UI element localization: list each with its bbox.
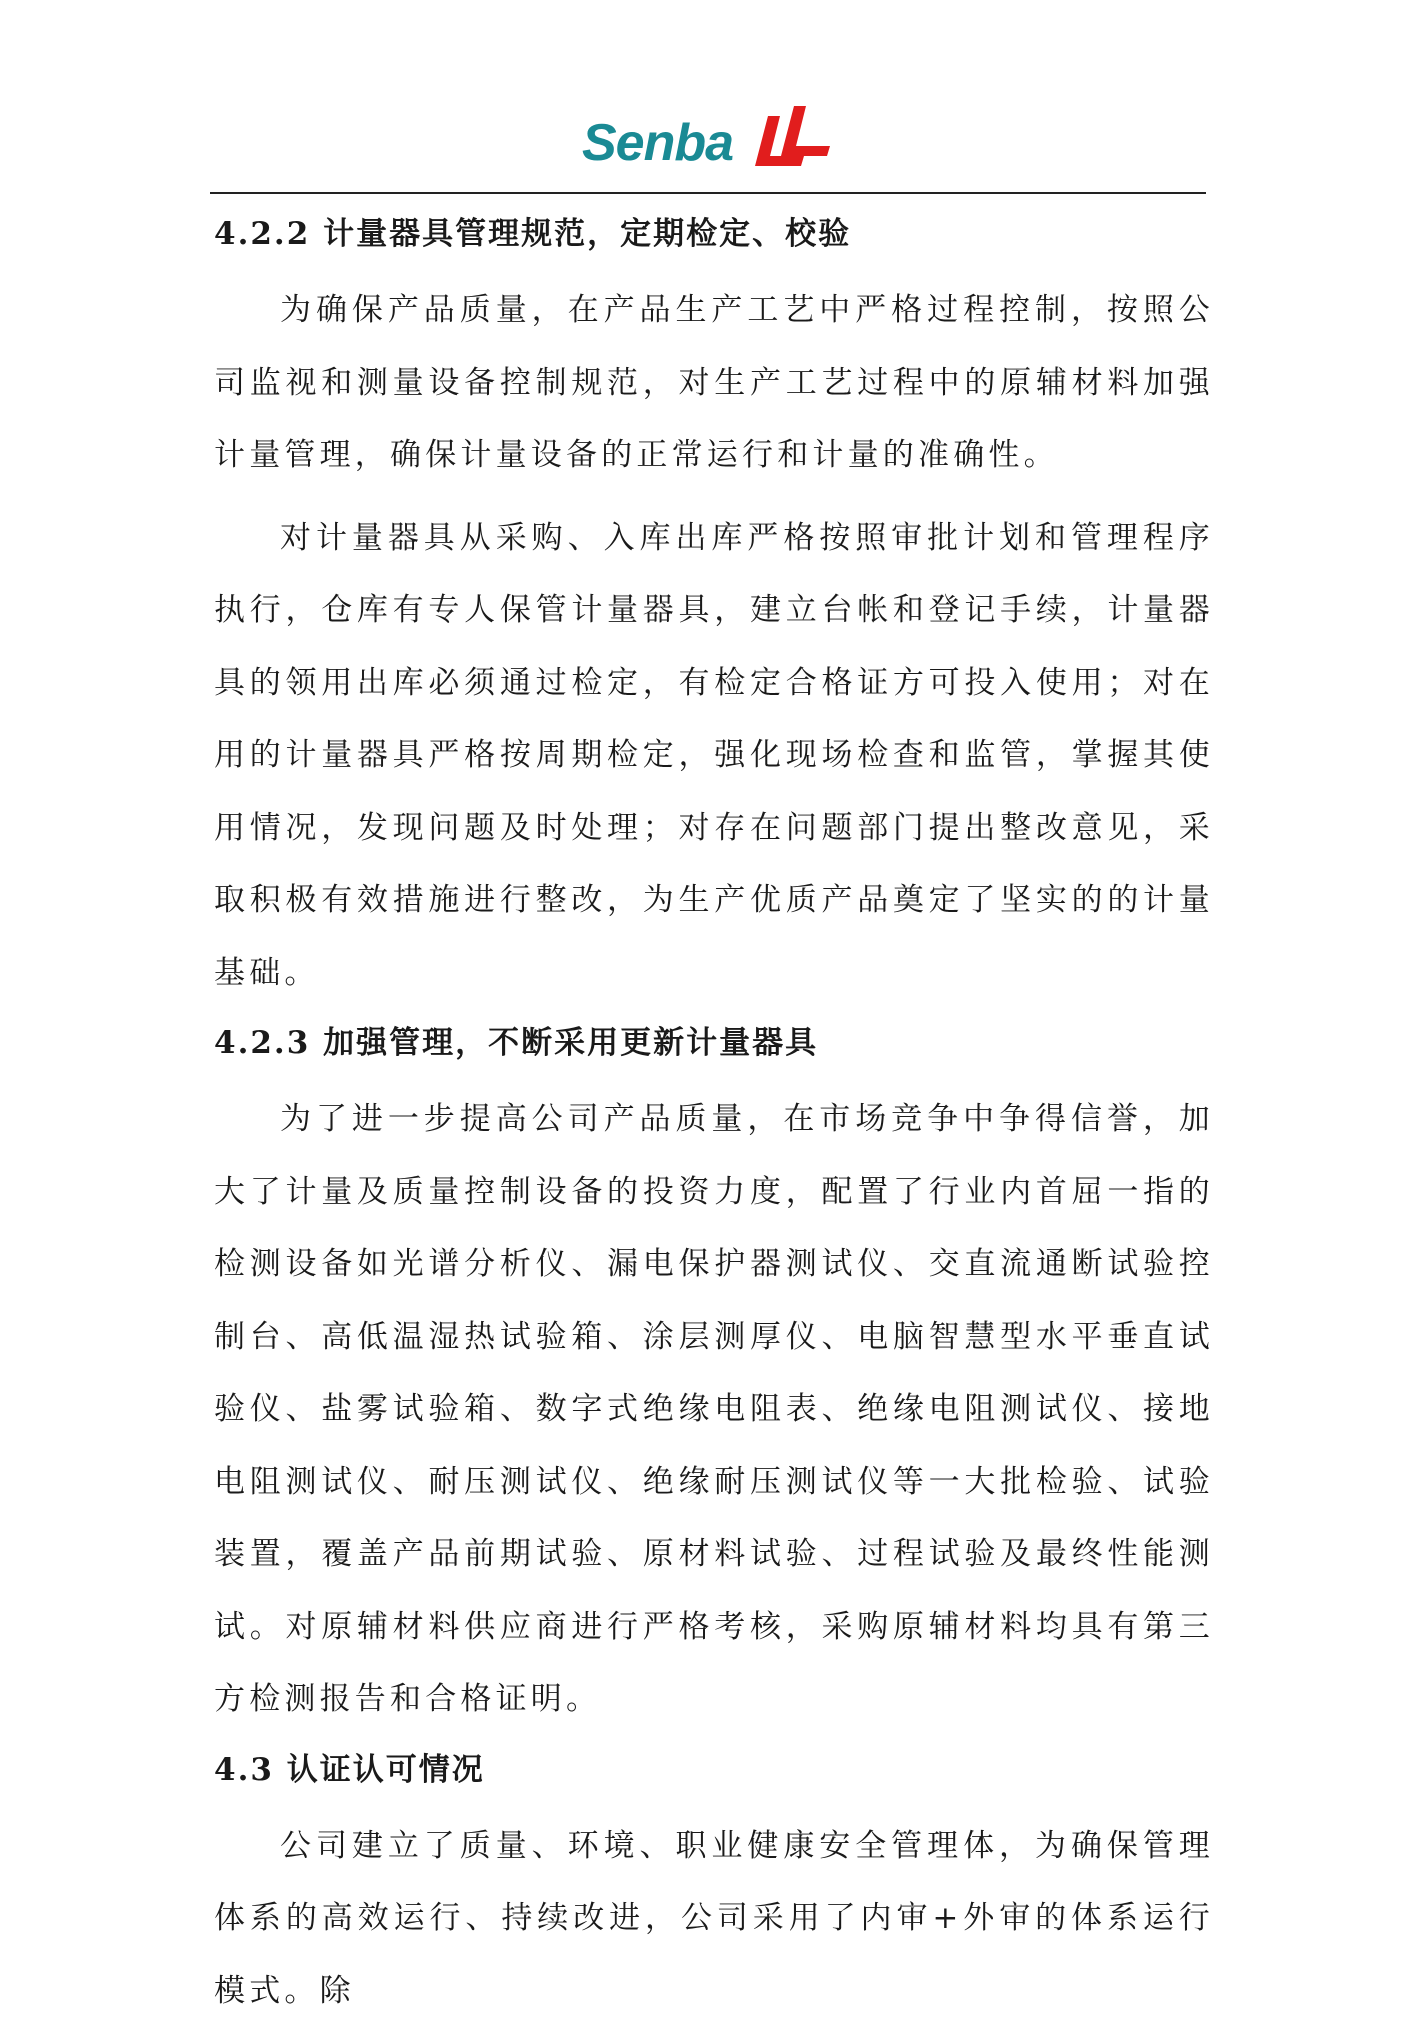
paragraph: 为了进一步提高公司产品质量，在市场竞争中争得信誉，加大了计量及质量控制设备的投资力度，配置了行业内首屈一指的检测设备如光谱分析仪、漏电保护器测试仪、交直流通断试验控制台、高低温湿热试验箱、涂层测厚仪、电脑智慧型水平垂直试验仪、盐雾试验箱、数字式绝缘电阻表、绝缘电阻测试仪、接地电阻测试仪、耐压测试仪、绝缘耐压测试仪等一大批检验、试验装置，覆盖产品前期试验、原材料试验、过程试验及最终性能测试。对原辅材料供应商进行严格考核，采购原辅材料均具有第三方检测报告和合格证明。: [214, 1101, 1214, 1717]
paragraph: 公司建立了质量、环境、职业健康安全管理体，为确保管理体系的高效运行、持续改进，公司采用了内审+外审的体系运行模式。除: [214, 1827, 1214, 2009]
paragraph: 为确保产品质量，在产品生产工艺中严格过程控制，按照公司监视和测量设备控制规范，对生产工艺过程中的原辅材料加强计量管理，确保计量设备的正常运行和计量的准确性。: [214, 292, 1214, 473]
section-heading: 4.2.2 计量器具管理规范，定期检定、校验: [214, 216, 852, 252]
paragraph: 对计量器具从采购、入库出库严格按照审批计划和管理程序执行，仓库有专人保管计量器具，建立台帐和登记手续，计量器具的领用出库必须通过检定，有检定合格证方可投入使用；对在用的计量器具严格按周期检定，强化现场检查和监管，掌握其使用情况，发现问题及时处理；对存在问题部门提出整改意见，采取积极有效措施进行整改，为生产优质产品奠定了坚实的的计量基础。: [214, 519, 1214, 991]
page-header: [210, 90, 1206, 194]
svg-text:Senba: Senba: [582, 114, 734, 172]
document-body: [214, 204, 1214, 2031]
section-heading: 4.2.3 加强管理，不断采用更新计量器具: [214, 1025, 819, 1061]
header-divider: [210, 192, 1206, 194]
section-heading: 4.3 认证认可情况: [214, 1751, 485, 1788]
senball-logo: [580, 102, 840, 174]
